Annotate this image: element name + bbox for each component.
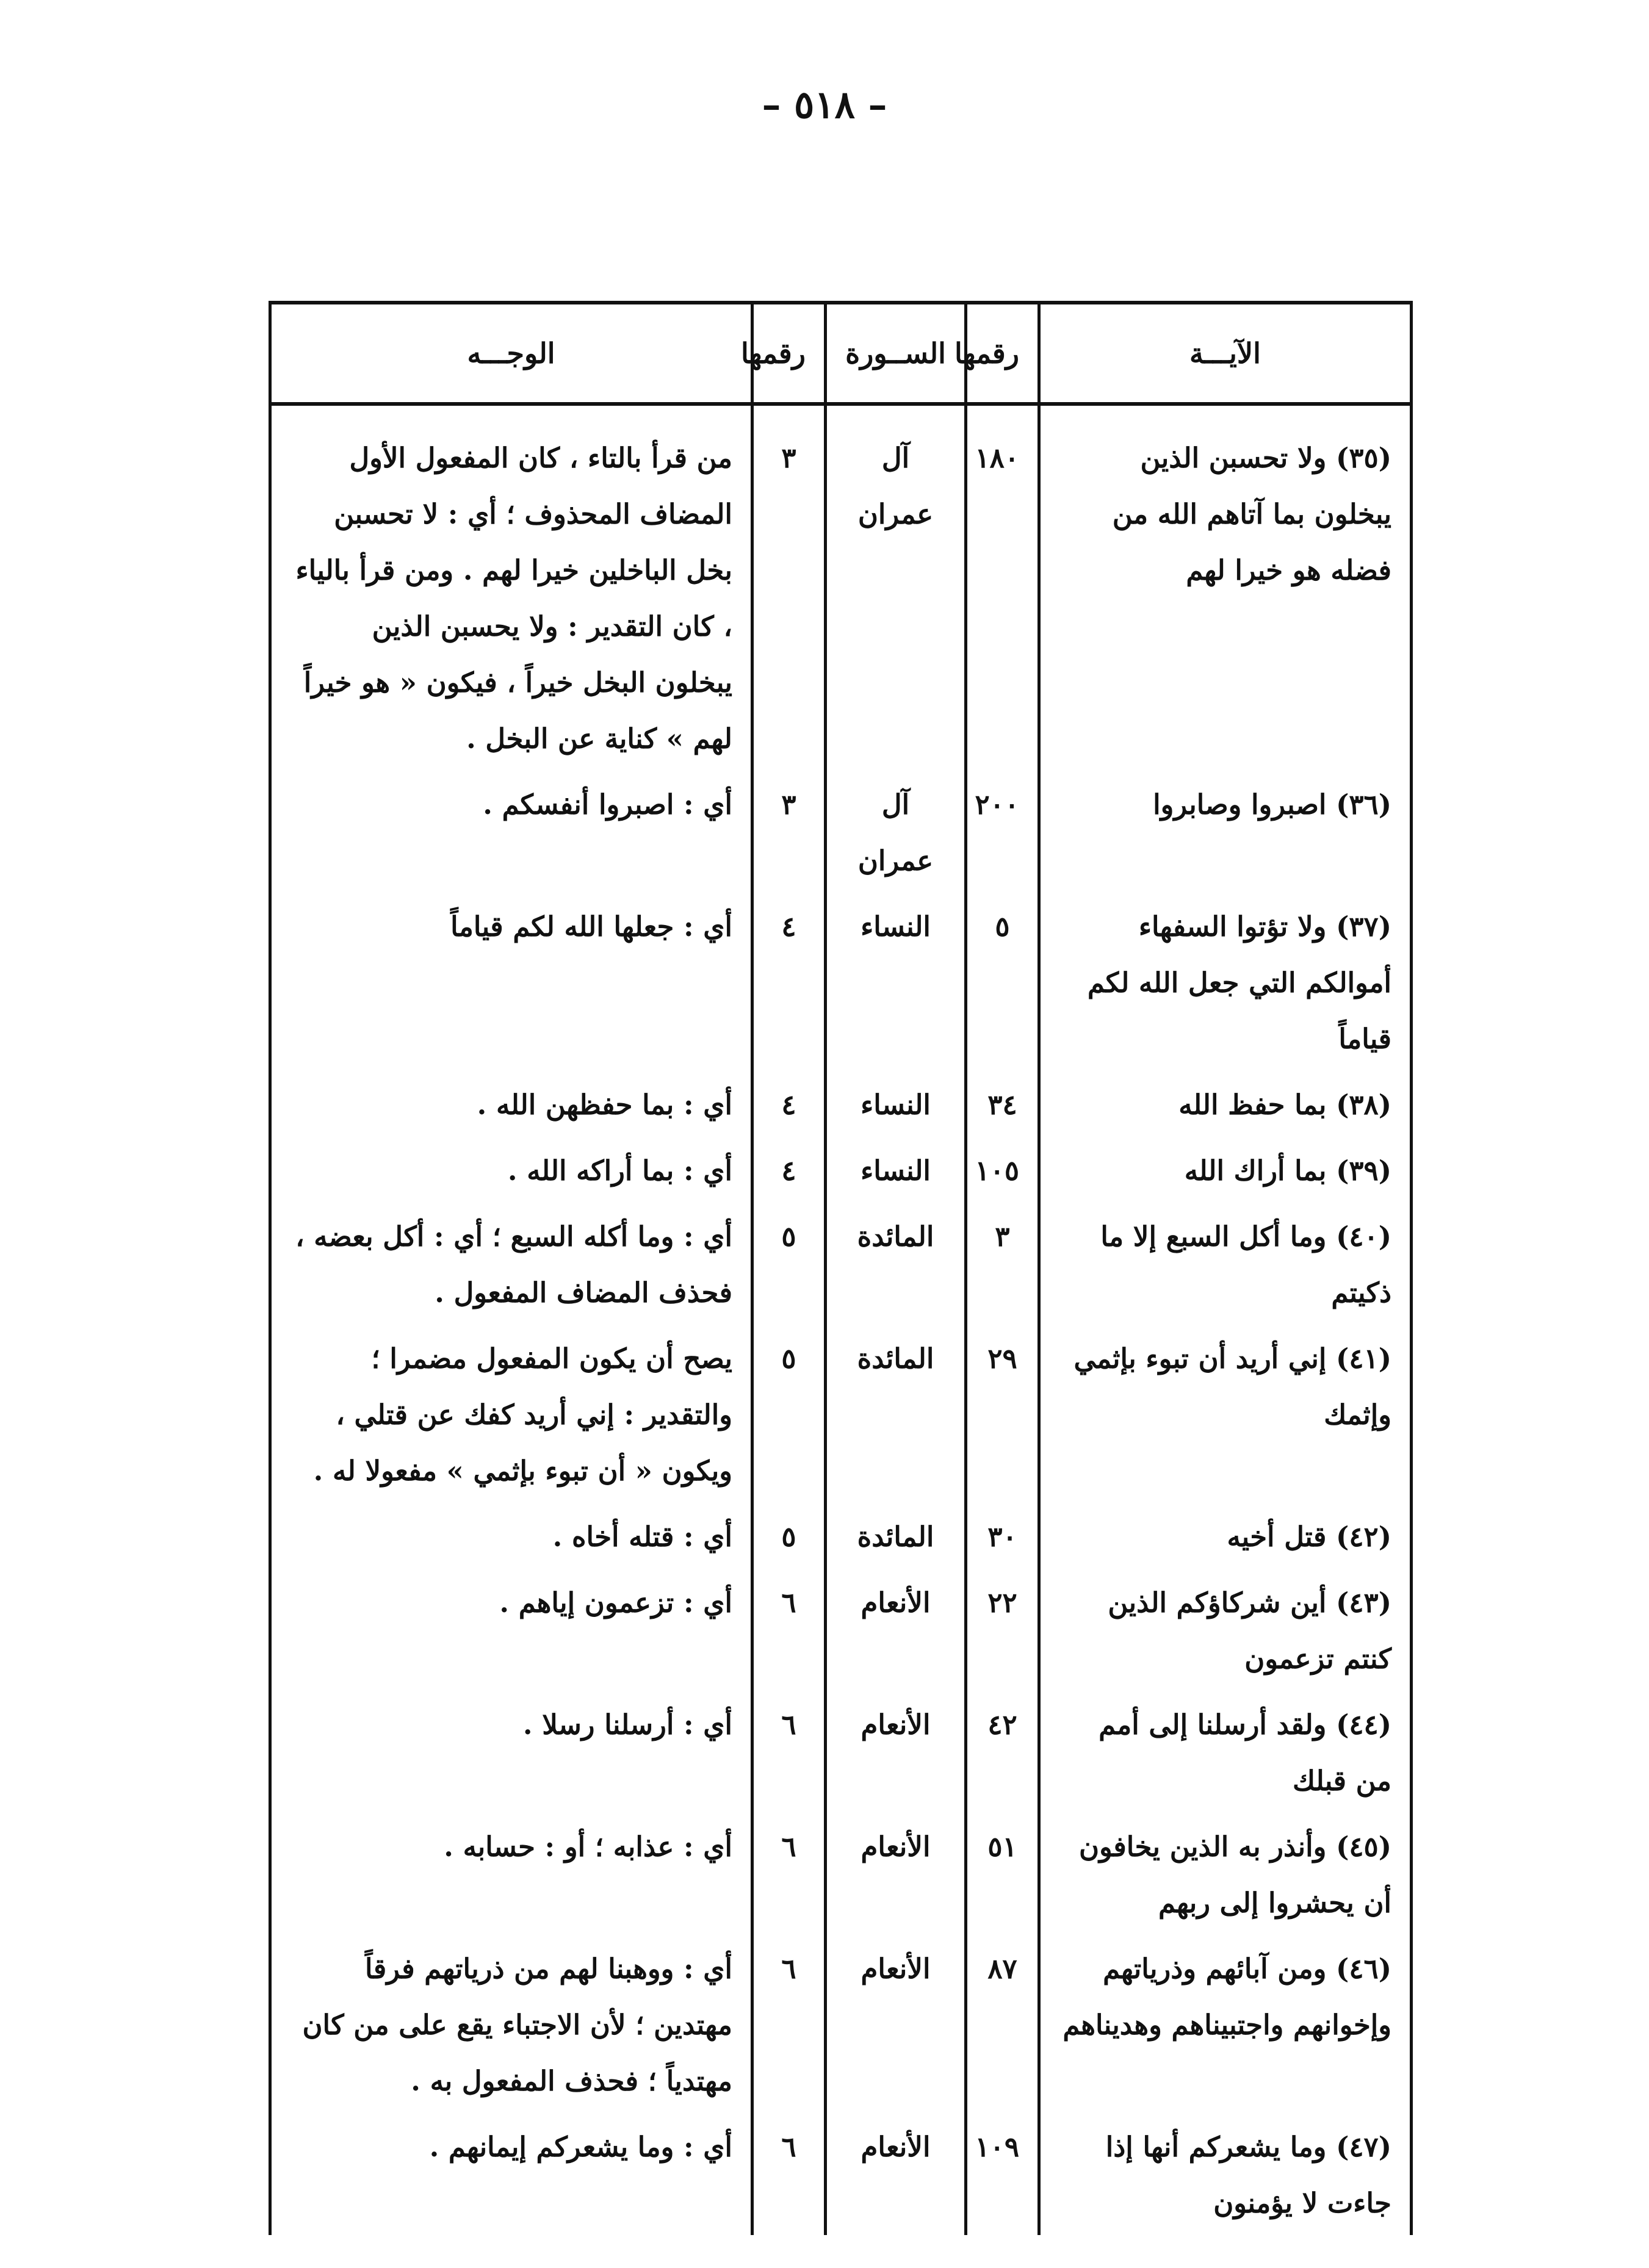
wajh-explanation: أي : وما يشعركم إيمانهم . [270, 2113, 752, 2235]
surah-name: المائدة [826, 1325, 966, 1503]
ayah-number: ٥١ [966, 1813, 1039, 1935]
surah-name: المائدة [826, 1203, 966, 1325]
surah-name: الأنعام [826, 1813, 966, 1935]
surah-number: ٦ [752, 1569, 826, 1691]
wajh-explanation: أي : اصبروا أنفسكم . [270, 771, 752, 893]
ayah-index-table [269, 301, 1413, 2235]
surah-name: آل عمران [826, 771, 966, 893]
surah-number: ٤ [752, 1137, 826, 1203]
table-row [270, 1071, 1412, 1137]
ayah-text: (٤٤) ولقد أرسلنا إلى أمم من قبلك [1039, 1691, 1412, 1813]
ayah-text: (٤٥) وأنذر به الذين يخافون أن يحشروا إلى ربهم [1039, 1813, 1412, 1935]
wajh-explanation: أي : ووهبنا لهم من ذرياتهم فرقاً مهتدين ؛ لأن الاجتباء يقع على من كان مهتدياً ؛ فحذف المفعول به . [270, 1935, 752, 2113]
surah-number: ٣ [752, 771, 826, 893]
surah-number: ٤ [752, 1071, 826, 1137]
ayah-number: ٢٢ [966, 1569, 1039, 1691]
ayah-text: (٣٩) بما أراك الله [1039, 1137, 1412, 1203]
ayah-number: ٣ [966, 1203, 1039, 1325]
surah-name: آل عمران [826, 404, 966, 771]
table-row [270, 1503, 1412, 1569]
ayah-text: (٤١) إني أريد أن تبوء بإثمي وإثمك [1039, 1325, 1412, 1503]
ayah-text: (٣٦) اصبروا وصابروا [1039, 771, 1412, 893]
ayah-number: ٢٩ [966, 1325, 1039, 1503]
table-row [270, 1137, 1412, 1203]
surah-number: ٣ [752, 404, 826, 771]
ayah-number: ٨٧ [966, 1935, 1039, 2113]
ayah-number: ١٠٥ [966, 1137, 1039, 1203]
surah-number: ٥ [752, 1203, 826, 1325]
table-row [270, 1691, 1412, 1813]
ayah-text: (٤٠) وما أكل السبع إلا ما ذكيتم [1039, 1203, 1412, 1325]
surah-name: الأنعام [826, 2113, 966, 2235]
surah-name: الأنعام [826, 1569, 966, 1691]
wajh-explanation: من قرأ بالتاء ، كان المفعول الأول المضاف المحذوف ؛ أي : لا تحسبن بخل الباخلين خيرا لهم . ومن قرأ بالياء ، كان التقدير : ولا يحسبن الذين يبخلون البخل خيراً ، فيكون « هو خيراً لهم » كناية عن البخل . [270, 404, 752, 771]
wajh-explanation: يصح أن يكون المفعول مضمرا ؛ والتقدير : إني أريد كفك عن قتلي ، ويكون « أن تبوء بإثمي » مفعولا له . [270, 1325, 752, 1503]
table-row [270, 1813, 1412, 1935]
ayah-text: (٤٣) أين شركاؤكم الذين كنتم تزعمون [1039, 1569, 1412, 1691]
wajh-explanation: أي : تزعمون إياهم . [270, 1569, 752, 1691]
surah-number: ٥ [752, 1325, 826, 1503]
ayah-text: (٤٦) ومن آبائهم وذرياتهم وإخوانهم واجتبيناهم وهديناهم [1039, 1935, 1412, 2113]
wajh-explanation: أي : وما أكله السبع ؛ أي : أكل بعضه ، فحذف المضاف المفعول . [270, 1203, 752, 1325]
table-header [270, 303, 1412, 404]
table-row [270, 404, 1412, 771]
header-row [270, 303, 1412, 404]
wajh-explanation: أي : بما حفظهن الله . [270, 1071, 752, 1137]
table-row [270, 1569, 1412, 1691]
header-surah: الســورة [826, 303, 966, 404]
wajh-explanation: أي : عذابه ؛ أو : حسابه . [270, 1813, 752, 1935]
ayah-text: (٣٧) ولا تؤتوا السفهاء أموالكم التي جعل الله لكم قياماً [1039, 893, 1412, 1071]
surah-name: المائدة [826, 1503, 966, 1569]
table-row [270, 1935, 1412, 2113]
ayah-number: ٤٢ [966, 1691, 1039, 1813]
surah-number: ٦ [752, 1935, 826, 2113]
surah-name: الأنعام [826, 1935, 966, 2113]
table-row [270, 893, 1412, 1071]
table-row [270, 771, 1412, 893]
ayah-text: (٣٥) ولا تحسبن الذين يبخلون بما آتاهم الله من فضله هو خيرا لهم [1039, 404, 1412, 771]
ayah-text: (٤٢) قتل أخيه [1039, 1503, 1412, 1569]
table-body [270, 404, 1412, 2235]
wajh-explanation: أي : جعلها الله لكم قياماً [270, 893, 752, 1071]
surah-number: ٤ [752, 893, 826, 1071]
table-row [270, 1325, 1412, 1503]
ayah-number: ٣٤ [966, 1071, 1039, 1137]
surah-name: النساء [826, 1071, 966, 1137]
ayah-number: ٣٠ [966, 1503, 1039, 1569]
wajh-explanation: أي : قتله أخاه . [270, 1503, 752, 1569]
ayah-number: ١٨٠ [966, 404, 1039, 771]
page-number: – ٥١٨ – [762, 82, 887, 127]
surah-name: النساء [826, 1137, 966, 1203]
surah-number: ٦ [752, 2113, 826, 2235]
surah-number: ٦ [752, 1691, 826, 1813]
wajh-explanation: أي : أرسلنا رسلا . [270, 1691, 752, 1813]
table-row [270, 2113, 1412, 2235]
ayah-text: (٣٨) بما حفظ الله [1039, 1071, 1412, 1137]
surah-number: ٥ [752, 1503, 826, 1569]
surah-number: ٦ [752, 1813, 826, 1935]
header-surah-number: رقمها [752, 303, 826, 404]
header-ayah: الآيـــة [1039, 303, 1412, 404]
ayah-number: ٢٠٠ [966, 771, 1039, 893]
ayah-number: ٥ [966, 893, 1039, 1071]
surah-name: النساء [826, 893, 966, 1071]
wajh-explanation: أي : بما أراكه الله . [270, 1137, 752, 1203]
table-row [270, 1203, 1412, 1325]
ayah-text: (٤٧) وما يشعركم أنها إذا جاءت لا يؤمنون [1039, 2113, 1412, 2235]
ayah-number: ١٠٩ [966, 2113, 1039, 2235]
header-ayah-number: رقمها [966, 303, 1039, 404]
surah-name: الأنعام [826, 1691, 966, 1813]
header-wajh: الوجـــه [270, 303, 752, 404]
